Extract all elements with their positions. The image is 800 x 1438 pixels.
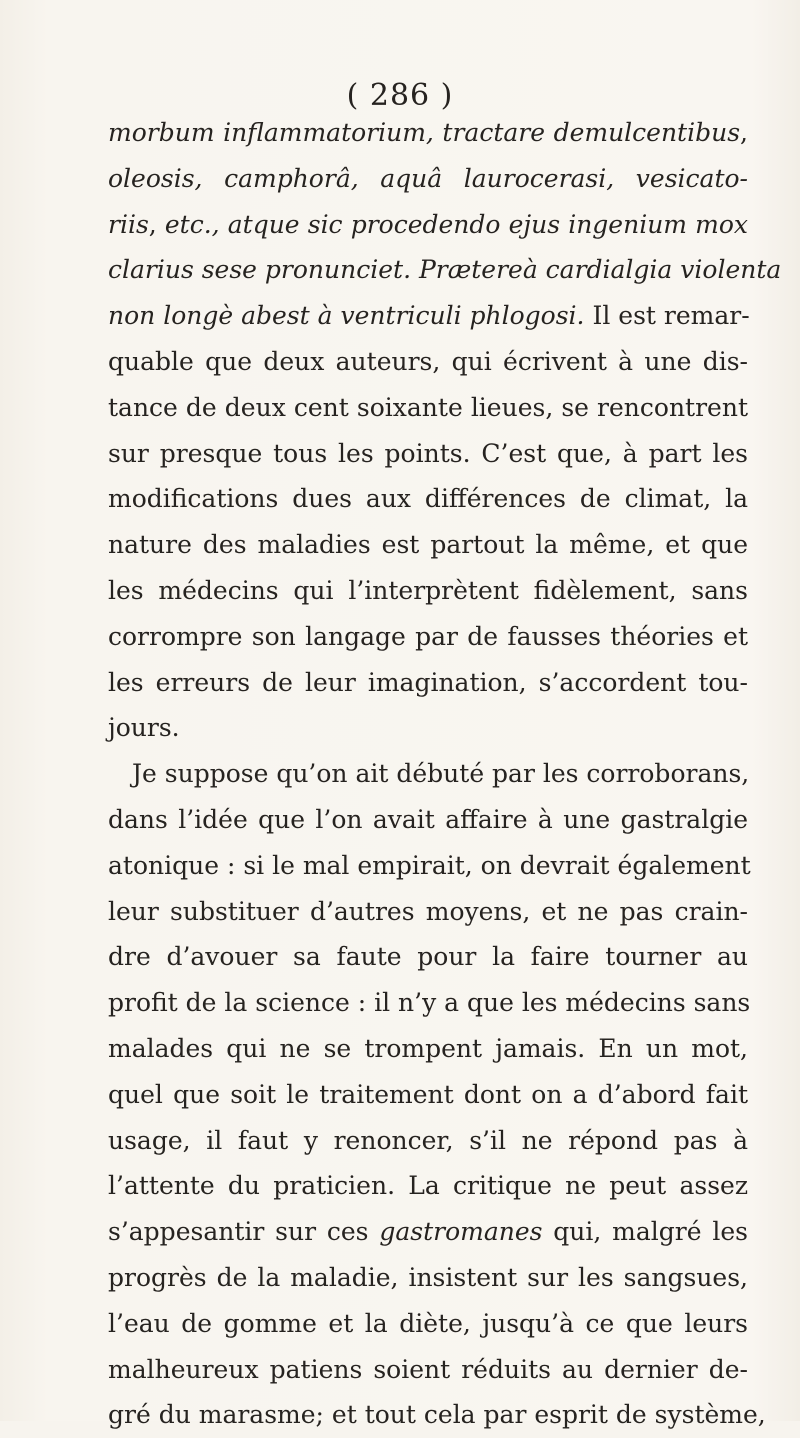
text-span: Il est remar- <box>584 301 750 331</box>
italic-text-span: non longè abest à ventriculi phlogosi. <box>108 301 585 331</box>
italic-text-span: morbum inflammatorium, tractare demulcentibus <box>108 118 741 147</box>
italic-text-span: riis <box>108 209 149 239</box>
text-span: usage, il faut y renoncer, s’il ne répond pas à <box>108 1125 748 1155</box>
text-span: l’attente du praticien. La critique ne peut assez <box>108 1171 748 1201</box>
text-span: quable que deux auteurs, qui écrivent à une dis- <box>108 346 748 376</box>
text-span: profit de la science : il n’y a que les médecins sans <box>108 988 751 1018</box>
text-line <box>108 934 748 980</box>
text-span: qui, malgré les <box>542 1217 748 1247</box>
text-line <box>108 843 751 889</box>
italic-text-span: gastromanes <box>379 1217 543 1247</box>
text-line <box>108 247 782 293</box>
text-line <box>108 522 748 568</box>
text-span: tance de deux cent soixante lieues, se rencontrent <box>108 392 748 422</box>
text-line <box>108 156 748 202</box>
italic-text-span: etc., atque sic procedendo ejus ingenium mox <box>164 209 748 239</box>
text-line <box>108 751 748 797</box>
text-span: sur presque tous les points. C’est que, à part les <box>108 438 748 468</box>
text-line <box>108 980 751 1026</box>
page-number: ( 286 ) <box>346 78 454 113</box>
text-line <box>108 1301 748 1347</box>
text-span: atonique : si le mal empirait, on devrait également <box>108 850 751 880</box>
text-span: quel que soit le traitement dont on a d’abord fait <box>108 1079 748 1109</box>
text-span: les erreurs de leur imagination, s’accordent tou- <box>108 667 748 697</box>
text-span: malades qui ne se trompent jamais. En un mot, <box>108 1033 748 1063</box>
text-line <box>108 614 748 660</box>
text-span: nature des maladies est partout la même, et que <box>108 530 748 560</box>
text-span: dans l’idée que l’on avait affaire à une gastralgie <box>108 804 748 834</box>
text-span: s’appesantir sur ces <box>108 1217 380 1247</box>
text-line <box>108 339 748 385</box>
text-span: dre d’avouer sa faute pour la faire tourner au <box>108 942 748 972</box>
text-line <box>108 1392 766 1438</box>
text-span: les médecins qui l’interprètent fidèlement, sans <box>108 575 748 605</box>
text-span: , <box>740 118 748 147</box>
text-line <box>108 705 748 751</box>
text-line <box>108 110 748 156</box>
text-line <box>108 797 748 843</box>
text-span: l’eau de gomme et la diète, jusqu’à ce que leurs <box>108 1308 748 1338</box>
text-line <box>108 202 748 248</box>
text-line <box>108 568 748 614</box>
text-span: gré du marasme; et tout cela par esprit de système, <box>108 1400 766 1430</box>
text-line <box>108 476 748 522</box>
italic-text-span: clarius sese pronunciet. Prætereà cardialgia violenta <box>108 255 782 285</box>
text-line <box>108 385 748 431</box>
text-line <box>108 1118 748 1164</box>
text-span: corrompre son langage par de fausses théories et <box>108 621 748 651</box>
text-line <box>108 1026 748 1072</box>
text-line <box>108 1163 748 1209</box>
italic-text-span: oleosis, camphorâ, aquâ laurocerasi, vesicato- <box>108 163 748 193</box>
text-line <box>108 1209 748 1255</box>
text-line <box>108 1347 748 1393</box>
text-span: modifications dues aux différences de climat, la <box>108 484 748 514</box>
text-line <box>108 889 748 935</box>
text-span: progrès de la maladie, insistent sur les sangsues, <box>108 1262 748 1292</box>
text-span: jours. <box>108 713 180 743</box>
page-body-text <box>108 110 782 1438</box>
text-span: malheureux patiens soient réduits au dernier de- <box>108 1354 748 1384</box>
text-span: Je suppose qu’on ait débuté par les corroborans, <box>132 759 750 789</box>
text-line <box>108 660 748 706</box>
text-line <box>108 1255 748 1301</box>
text-line <box>108 431 748 477</box>
text-line <box>108 293 748 339</box>
text-span: leur substituer d’autres moyens, et ne pas crain- <box>108 896 748 926</box>
text-line <box>108 1072 748 1118</box>
text-span: , <box>148 209 165 239</box>
